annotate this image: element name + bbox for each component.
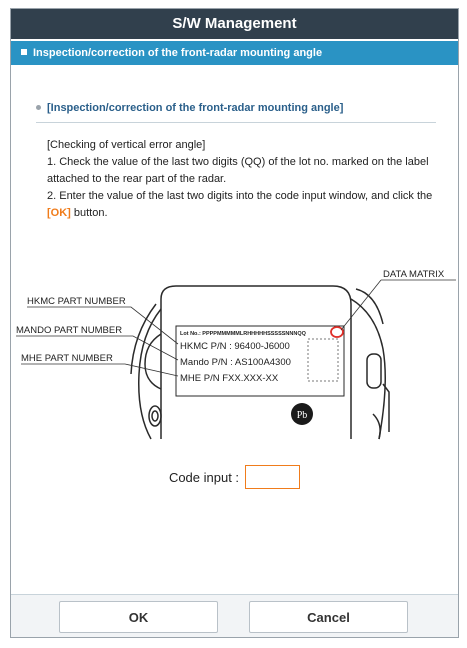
code-input-row: [11, 465, 458, 489]
bullet-icon: [36, 105, 41, 110]
button-bar: [11, 594, 458, 637]
radar-label-diagram: [11, 264, 460, 444]
content-heading-text: [Inspection/correction of the front-radar mounting angle]: [47, 102, 344, 114]
section-header: [11, 41, 458, 65]
window-title: S/W Management: [11, 9, 458, 39]
step-2-suffix: button.: [70, 207, 108, 219]
heading-divider: [36, 122, 436, 123]
code-input[interactable]: [245, 465, 300, 489]
section-title: Inspection/correction of the front-radar mounting angle: [33, 47, 323, 59]
instruction-subheading: [Checking of vertical error angle]: [47, 139, 206, 151]
square-bullet-icon: [21, 49, 27, 55]
hkmc-callout-label: HKMC PART NUMBER: [27, 296, 126, 307]
mando-callout-label: MANDO PART NUMBER: [16, 325, 123, 336]
ok-button[interactable]: OK: [59, 601, 218, 633]
content-heading: [36, 102, 343, 114]
mhe-pn-text: MHE P/N FXX.XXX-XX: [180, 373, 279, 384]
mando-pn-text: Mando P/N : AS100A4300: [180, 357, 291, 368]
instruction-step-2: [47, 188, 437, 222]
pb-text: Pb: [296, 410, 308, 421]
lot-number-text: Lot No.: PPPPMMMMMLRHHHHHSSSSSNNNQQ: [180, 331, 306, 337]
hkmc-pn-text: HKMC P/N : 96400-J6000: [180, 341, 290, 352]
cancel-button[interactable]: Cancel: [249, 601, 408, 633]
data-matrix-callout-label: DATA MATRIX: [383, 269, 445, 280]
mhe-callout-label: MHE PART NUMBER: [21, 353, 113, 364]
part-label: [176, 326, 344, 425]
instructions: [47, 137, 437, 222]
instruction-step-1: 1. Check the value of the last two digits (QQ) of the lot no. marked on the label attached to the rear part of the radar.: [47, 156, 429, 185]
code-input-label: Code input :: [168, 469, 240, 485]
step-2-prefix: 2. Enter the value of the last two digits into the code input window, and click the: [47, 190, 433, 202]
step-2-ok-reference: [OK]: [47, 207, 71, 219]
dialog-window: [10, 8, 459, 638]
